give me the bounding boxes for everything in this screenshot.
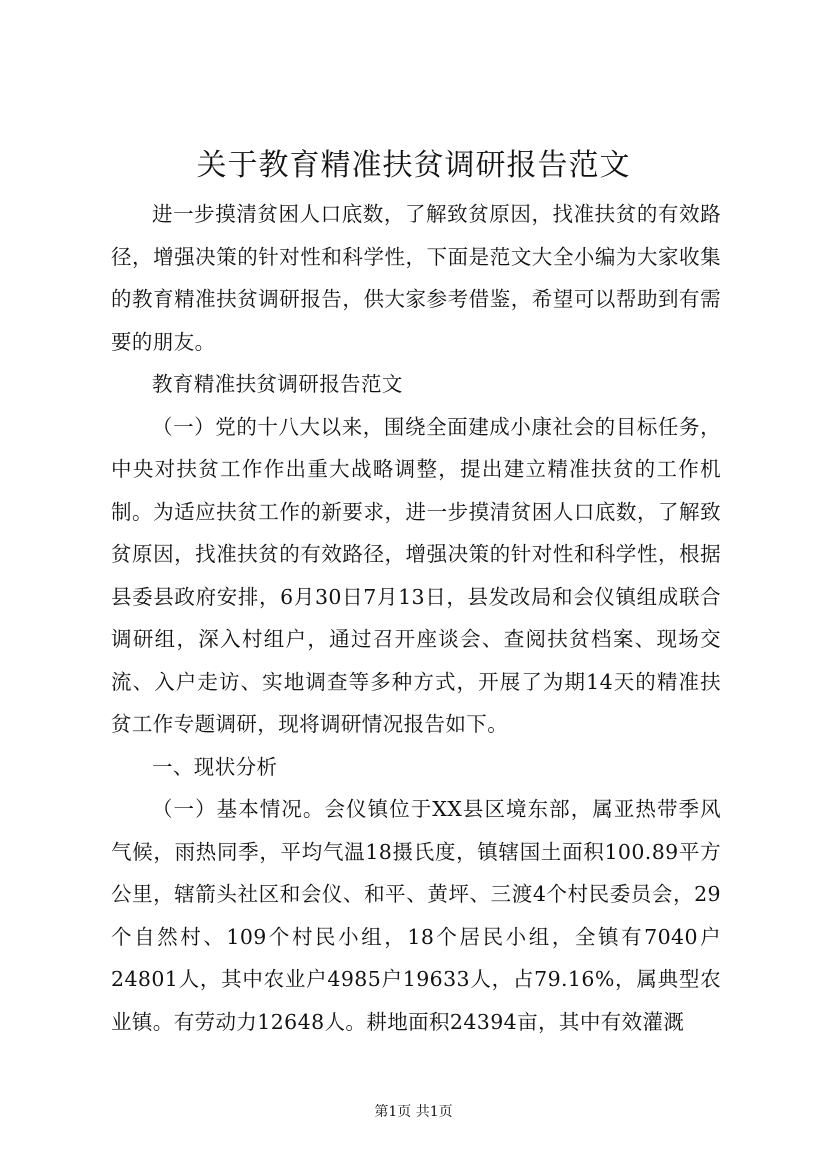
background-paragraph: （一）党的十八大以来，围绕全面建成小康社会的目标任务，中央对扶贫工作作出重大战略调整，提出建立精准扶贫的工作机制。为适应扶贫工作的新要求，进一步摸清贫困人口底数，了解致贫原因，找准扶贫的有效路径，增强决策的针对性和科学性，根据县委县政府安排，6月30日7月13日，县发改局和会仪镇组成联合调研组，深入村组户，通过召开座谈会、查阅扶贫档案、现场交流、入户走访、实地调查等多种方式，开展了为期14天的精准扶贫工作专题调研，现将调研情况报告如下。 [111, 414, 721, 736]
intro-paragraph: 进一步摸清贫困人口底数，了解致贫原因，找准扶贫的有效路径，增强决策的针对性和科学性，下面是范文大全小编为大家收集的教育精准扶贫调研报告，供大家参考借鉴，希望可以帮助到有需要的朋友。 [111, 202, 721, 354]
basic-situation-paragraph: （一）基本情况。会仪镇位于XX县区境东部，属亚热带季风气候，雨热同季，平均气温18摄氏度，镇辖国土面积100.89平方公里，辖箭头社区和会仪、和平、黄坪、三渡4个村民委员会，29个自然村、109个村民小组，18个居民小组，全镇有7040户24801人，其中农业户4985户19633人，占79.16%，属典型农业镇。有劳动力12648人。耕地面积24394亩，其中有效灌溉 [111, 797, 721, 1034]
document-title: 关于教育精准扶贫调研报告范文 [196, 148, 631, 183]
section-subtitle: 教育精准扶贫调研报告范文 [152, 372, 403, 396]
document-body [111, 193, 721, 1043]
section-heading-status-analysis: 一、现状分析 [152, 754, 278, 779]
page-number-footer: 第1页 共1页 [374, 1104, 453, 1120]
